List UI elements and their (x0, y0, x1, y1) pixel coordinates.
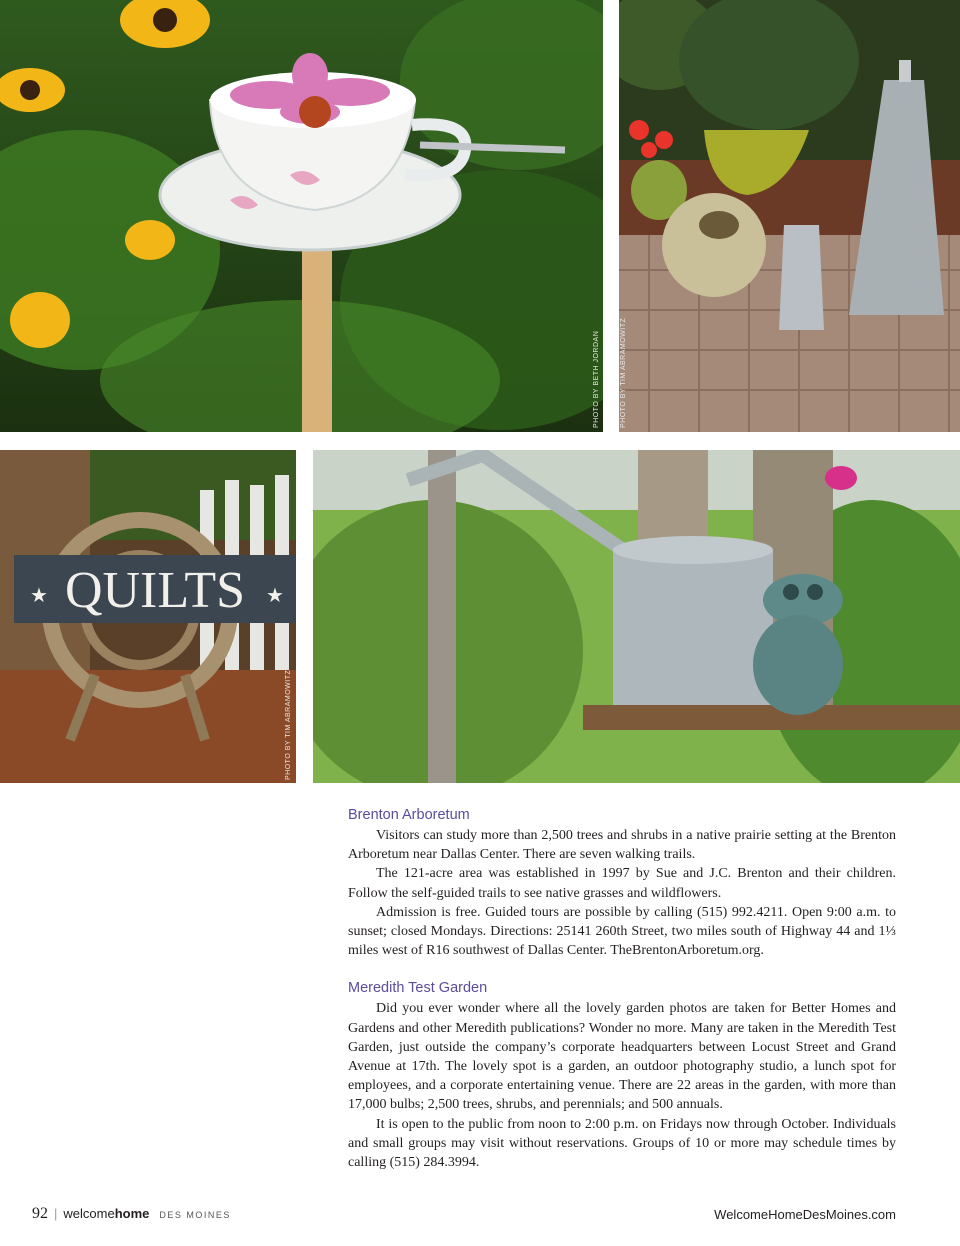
paragraph: The 121-acre area was established in 1997 by Sue and J.C. Brenton and their children. Follow the self-guided trails to see native grasses and wildflowers. (348, 866, 896, 901)
lanterns-photo-credit: PHOTO BY TIM ABRAMOWITZ (620, 317, 627, 428)
brand-home: home (114, 1206, 150, 1221)
section-heading: Meredith Test Garden (348, 980, 488, 997)
lanterns-photo (619, 0, 960, 432)
garden-lantern-icon (619, 0, 960, 432)
teacup-photo-credit: PHOTO BY BETH JORDAN (593, 330, 600, 428)
article-body (348, 806, 896, 1172)
svg-text:★: ★ (30, 583, 48, 607)
quilts-sign-text: QUILTS (64, 562, 246, 619)
quilts-photo (0, 450, 296, 783)
section-meredith-test-garden (348, 979, 896, 1172)
paragraph: Visitors can study more than 2,500 trees and shrubs in a native prairie setting at the Brenton Arboretum near Dallas Center. There are seven walking trails. (348, 828, 896, 863)
paragraph: It is open to the public from noon to 2:00 p.m. on Fridays now through October. Individuals and small groups may visit without reservations. Groups of 10 or more may schedule times by calling (515) 284.3994. (348, 1116, 896, 1171)
magazine-logo (63, 1205, 149, 1223)
watering-can-photo (313, 450, 960, 783)
teacup-photo (0, 0, 603, 432)
quilts-photo-credit: PHOTO BY TIM ABRAMOWITZ (285, 669, 292, 780)
watering-can-frog-icon (313, 450, 960, 783)
svg-text:★: ★ (266, 583, 284, 607)
section-heading: Brenton Arboretum (348, 807, 470, 823)
paragraph: Did you ever wonder where all the lovely garden photos are taken for Better Homes and Gardens and other Meredith publications? Wonder no more. Many are taken in the Meredith Test Garden, just outside the company’s corporate headquarters between Locust Street and Grand Avenue at 17th. The lovely spot is a garden, an outdoor photography studio, a lunch spot for employees, and a corporate entertaining venue. There are 22 areas in the garden, with more than 17,000 bulbs; 2,500 trees, shrubs, and perennials; and 500 annuals. (348, 1001, 896, 1113)
section-brenton-arboretum (348, 806, 896, 960)
footer-branding (32, 1205, 231, 1223)
brand-welcome: welcome (63, 1206, 115, 1221)
paragraph: Admission is free. Guided tours are possible by calling (515) 992.4211. Open 9:00 a.m. to sunset; closed Mondays. Directions: 25141 260th Street, two miles south of Highway 44 and 1⅓ miles west of R16 southwest of Dallas Center. TheBrentonArboretum.org. (348, 904, 896, 959)
brand-city: DES MOINES (159, 1210, 231, 1220)
page-number: 92 (32, 1205, 48, 1222)
website-link[interactable]: WelcomeHomeDesMoines.com (714, 1207, 896, 1222)
footer-separator: | (54, 1206, 58, 1221)
teacup-flower-icon (0, 0, 603, 432)
quilts-sign-icon (0, 450, 296, 783)
